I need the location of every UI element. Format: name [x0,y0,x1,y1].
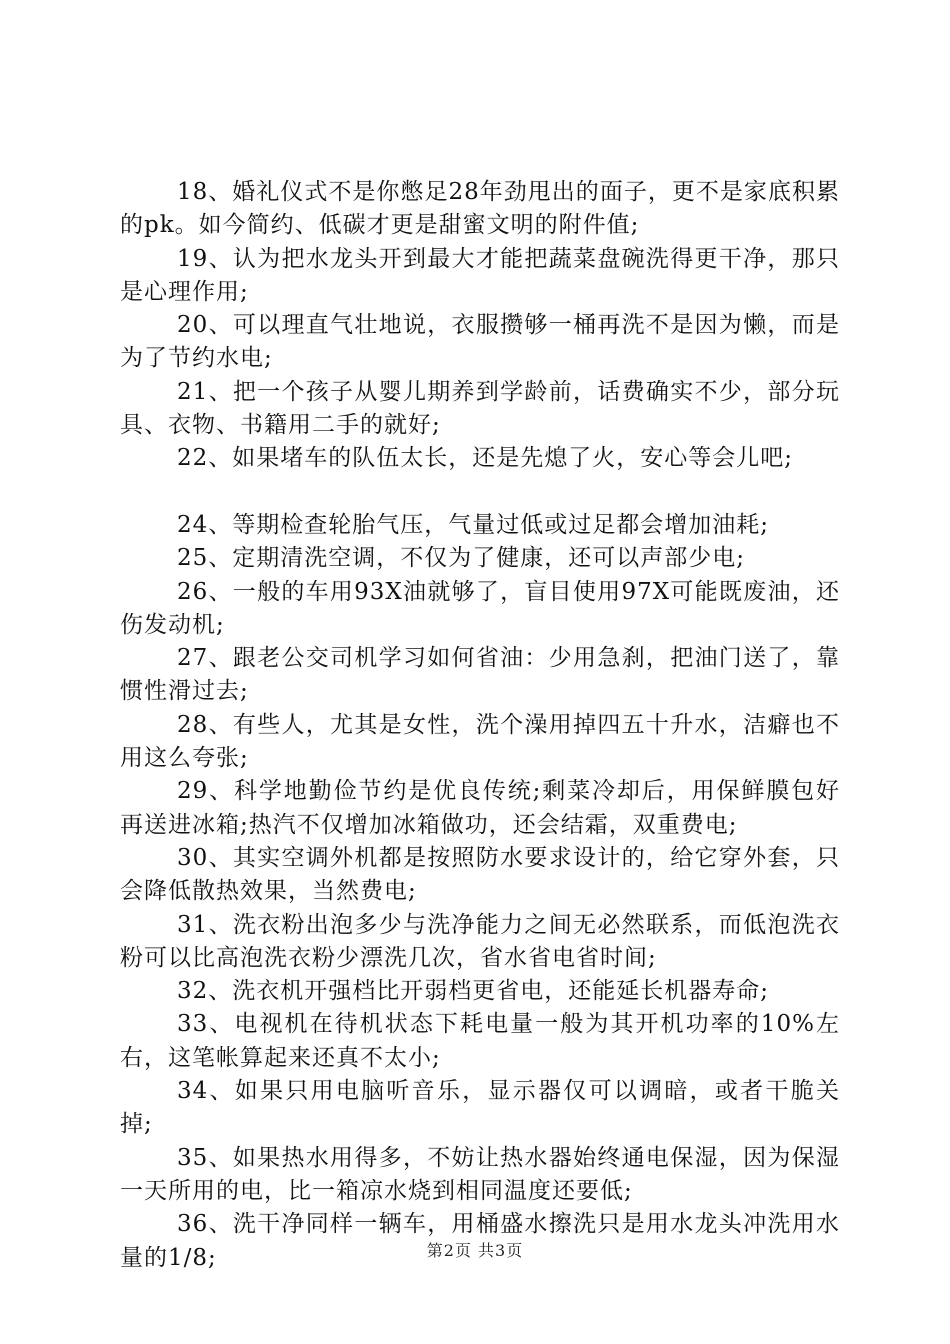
page-footer [0,1238,950,1261]
paragraph-22: 22、如果堵车的队伍太长，还是先熄了火，安心等会儿吧; [177,445,794,472]
paragraph-35: 35、如果热水用得多，不妨让热水器始终通电保湿，因为保湿一天所用的电，比一箱凉水烧到相同温度还要低; [120,1144,840,1204]
paragraph-36: 36、洗干净同样一辆车，用桶盛水擦洗只是用水龙头冲洗用水量的1/8; [120,1211,840,1271]
blank-line [120,476,840,509]
paragraph-25: 25、定期清洗空调，不仅为了健康，还可以声部少电; [177,545,746,572]
paragraph-28: 28、有些人，尤其是女性，洗个澡用掉四五十升水，洁癖也不用这么夸张; [120,711,840,772]
paragraph-33: 33、电视机在待机状态下耗电量一般为其开机功率的10%左右，这笔帐算起来还真不太小; [120,1011,840,1071]
page-number-label: 第2页 共3页 [426,1241,524,1260]
paragraph-34: 34、如果只用电脑听音乐，显示器仅可以调暗，或者干脆关掉; [120,1078,840,1138]
document-body [120,176,840,1275]
paragraph-20: 20、可以理直气壮地说，衣服攒够一桶再洗不是因为懒，而是为了节约水电; [120,312,840,372]
paragraph-31: 31、洗衣粉出泡多少与洗净能力之间无必然联系，而低泡洗衣粉可以比高泡洗衣粉少漂洗几次，省水省电省时间; [120,911,840,971]
paragraph-27: 27、跟老公交司机学习如何省油：少用急刹，把油门送了，靠惯性滑过去; [120,645,840,705]
paragraph-30: 30、其实空调外机都是按照防水要求设计的，给它穿外套，只会降低散热效果，当然费电; [120,844,840,905]
paragraph-29: 29、科学地勤俭节约是优良传统;剩菜冷却后，用保鲜膜包好再送进冰箱;热汽不仅增加冰箱做功，还会结霜，双重费电; [120,778,840,838]
paragraph-19: 19、认为把水龙头开到最大才能把蔬菜盘碗洗得更干净，那只是心理作用; [120,245,840,305]
paragraph-18: 18、婚礼仪式不是你憋足28年劲甩出的面子，更不是家底积累的pk。如今简约、低碳才更是甜蜜文明的附件值; [120,179,840,239]
paragraph-24: 24、等期检查轮胎气压，气量过低或过足都会增加油耗; [177,511,770,538]
paragraph-21: 21、把一个孩子从婴儿期养到学龄前，话费确实不少，部分玩具、衣物、书籍用二手的就好; [120,378,840,439]
paragraph-26: 26、一般的车用93X油就够了，盲目使用97X可能既废油，还伤发动机; [120,578,840,638]
paragraph-32: 32、洗衣机开强档比开弱档更省电，还能延长机器寿命; [177,978,770,1005]
